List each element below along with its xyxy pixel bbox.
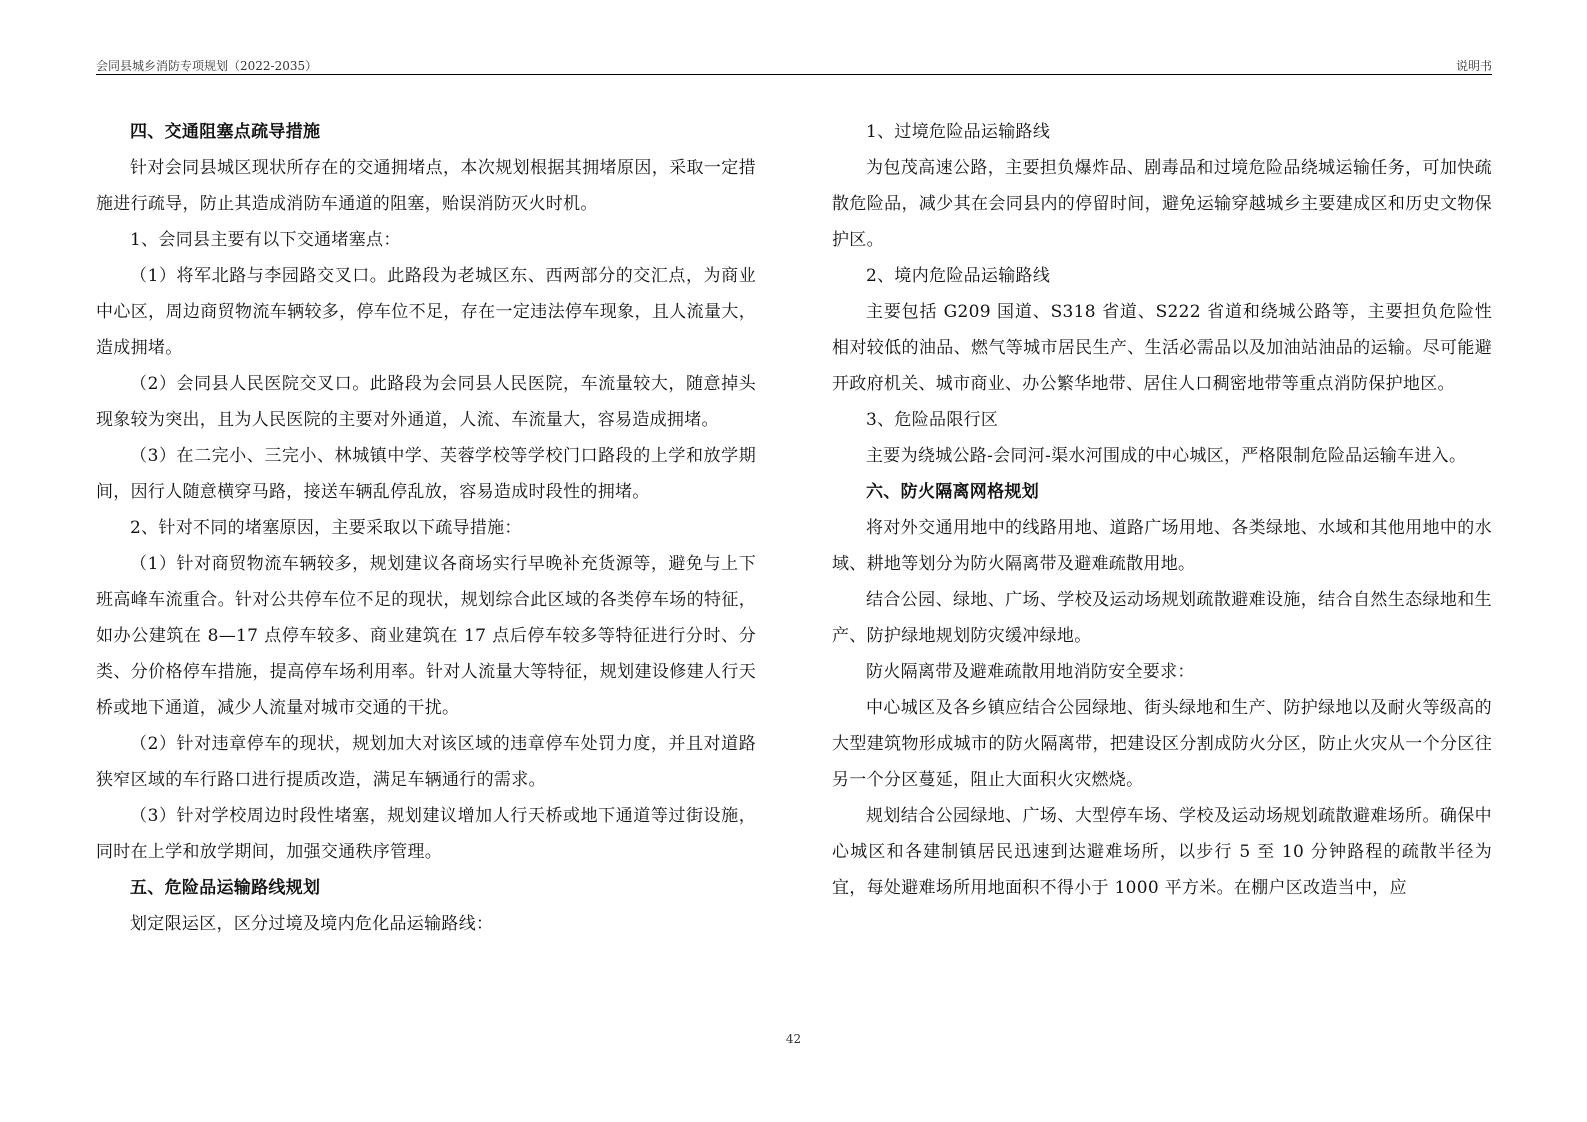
paragraph: 1、过境危险品运输路线 xyxy=(866,122,1051,142)
paragraph: 2、境内危险品运输路线 xyxy=(866,266,1051,286)
paragraph: 针对会同县城区现状所存在的交通拥堵点，本次规划根据其拥堵原因，采取一定措施进行疏导，防止其造成消防车通道的阻塞，贻误消防灭火时机。 xyxy=(96,158,756,214)
paragraph: （3）在二完小、三完小、林城镇中学、芙蓉学校等学校门口路段的上学和放学期间，因行人随意横穿马路，接送车辆乱停乱放，容易造成时段性的拥堵。 xyxy=(96,446,756,502)
paragraph: 防火隔离带及避难疏散用地消防安全要求： xyxy=(866,662,1195,682)
paragraph: （1）针对商贸物流车辆较多，规划建议各商场实行早晚补充货源等，避免与上下班高峰车流重合。针对公共停车位不足的现状，规划综合此区域的各类停车场的特征，如办公建筑在 8—17 点停车较多、商业建筑在 17 点后停车较多等特征进行分时、分类、分价格停车措施，提高停车场利用率。针对人流量大等特征，规划建设修建人行天桥或地下通道，减少人流量对城市交通的干扰。 xyxy=(96,554,756,718)
paragraph: 3、危险品限行区 xyxy=(866,410,999,430)
paragraph: （1）将军北路与李园路交叉口。此路段为老城区东、西两部分的交汇点，为商业中心区，周边商贸物流车辆较多，停车位不足，存在一定违法停车现象，且人流量大，造成拥堵。 xyxy=(96,266,756,358)
paragraph: 中心城区及各乡镇应结合公园绿地、街头绿地和生产、防护绿地以及耐火等级高的大型建筑物形成城市的防火隔离带，把建设区分割成防火分区，防止火灾从一个分区往另一个分区蔓延，阻止大面积火灾燃烧。 xyxy=(832,698,1492,790)
section-label: 说明书 xyxy=(1455,59,1492,73)
section-heading: 四、交通阻塞点疏导措施 xyxy=(130,122,321,142)
paragraph: （2）会同县人民医院交叉口。此路段为会同县人民医院，车流量较大，随意掉头现象较为突出，且为人民医院的主要对外通道，人流、车流量大，容易造成拥堵。 xyxy=(96,374,756,430)
paragraph: 2、针对不同的堵塞原因，主要采取以下疏导措施： xyxy=(130,518,522,538)
paragraph: 1、会同县主要有以下交通堵塞点： xyxy=(130,230,401,250)
paragraph: （3）针对学校周边时段性堵塞，规划建议增加人行天桥或地下通道等过街设施，同时在上学和放学期间，加强交通秩序管理。 xyxy=(96,806,756,862)
right-column xyxy=(832,114,1492,906)
left-column xyxy=(96,114,756,942)
paragraph: 结合公园、绿地、广场、学校及运动场规划疏散避难设施，结合自然生态绿地和生产、防护绿地规划防灾缓冲绿地。 xyxy=(832,590,1492,646)
page-number: 42 xyxy=(785,1032,802,1046)
paragraph: 主要包括 G209 国道、S318 省道、S222 省道和绕城公路等，主要担负危险性相对较低的油品、燃气等城市居民生产、生活必需品以及加油站油品的运输。尽可能避开政府机关、城市商业、办公繁华地带、居住人口稠密地带等重点消防保护地区。 xyxy=(832,302,1492,394)
paragraph: 主要为绕城公路-会同河-渠水河围成的中心城区，严格限制危险品运输车进入。 xyxy=(866,446,1467,466)
paragraph: 将对外交通用地中的线路用地、道路广场用地、各类绿地、水域和其他用地中的水域、耕地等划分为防火隔离带及避难疏散用地。 xyxy=(832,518,1492,574)
section-heading: 五、危险品运输路线规划 xyxy=(130,878,321,898)
paragraph: 为包茂高速公路，主要担负爆炸品、剧毒品和过境危险品绕城运输任务，可加快疏散危险品，减少其在会同县内的停留时间，避免运输穿越城乡主要建成区和历史文物保护区。 xyxy=(832,158,1492,250)
header-divider xyxy=(96,74,1492,75)
section-heading: 六、防火隔离网格规划 xyxy=(866,482,1039,502)
document-title: 会同县城乡消防专项规划（2022-2035） xyxy=(96,59,318,73)
paragraph: 规划结合公园绿地、广场、大型停车场、学校及运动场规划疏散避难场所。确保中心城区和各建制镇居民迅速到达避难场所，以步行 5 至 10 分钟路程的疏散半径为宜，每处避难场所用地面积不得小于 1000 平方米。在棚户区改造当中，应 xyxy=(832,806,1492,898)
paragraph: （2）针对违章停车的现状，规划加大对该区域的违章停车处罚力度，并且对道路狭窄区域的车行路口进行提质改造，满足车辆通行的需求。 xyxy=(96,734,756,790)
paragraph: 划定限运区，区分过境及境内危化品运输路线： xyxy=(130,914,494,934)
